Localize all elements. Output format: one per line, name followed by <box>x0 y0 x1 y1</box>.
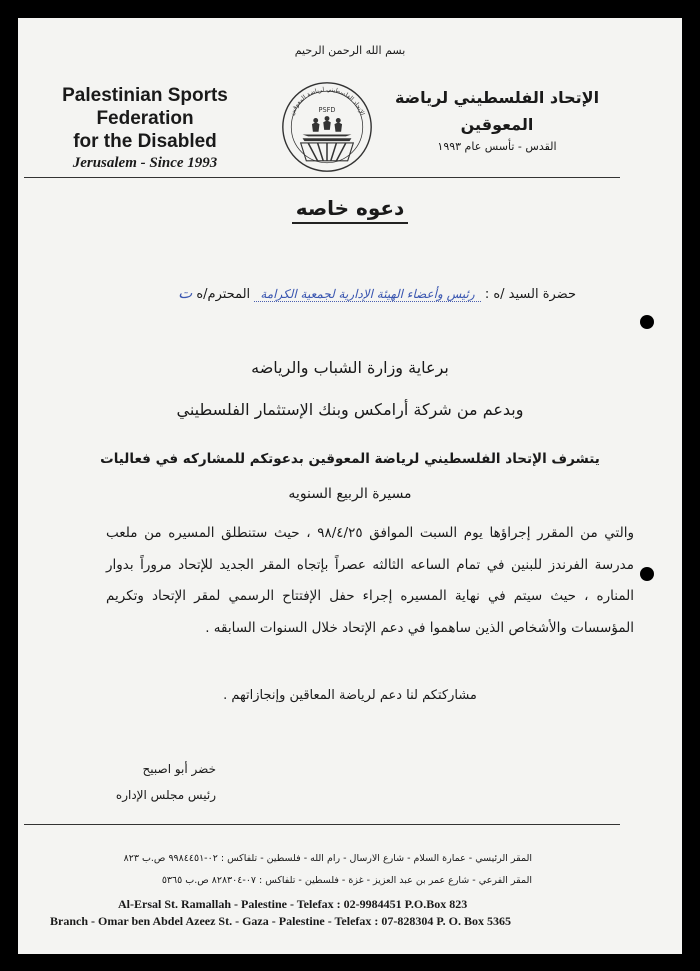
org-en-line2: Federation <box>96 108 194 129</box>
letter-body: والتي من المقرر إجراؤها يوم السبت الموافق ٩٨/٤/٢٥ ، حيث ستنطلق المسيره من ملعب مدرسة الفرندز للبنين في تمام الساعه الثالثه عصراً بإتجاه المقر الجديد للإتحاد مروراً بدوار المناره ، حيث سيتم في نهاية المسيره إجراء حفل الإفتتاح الرسمي لمقر الإتحاد وتكريم المؤسسات والأشخاص الذين ساهموا في دعم الإتحاد خلال السنوات السابقه . <box>106 525 635 636</box>
org-en-line1: Palestinian Sports <box>62 85 228 106</box>
header-divider <box>24 177 620 178</box>
org-en-line3: for the Disabled <box>73 131 217 152</box>
footer-address-main-english: Al-Ersal St. Ramallah - Palestine - Telefax : 02-9984451 P.O.Box 823 <box>118 897 468 911</box>
patronage-line: برعاية وزارة الشباب والرياضه <box>251 358 449 377</box>
org-ar-since: القدس - تأسس عام ١٩٩٣ <box>437 140 557 153</box>
org-name-english <box>40 84 250 173</box>
footer-address-branch-arabic: المقر الفرعي - شارع عمر بن عبد العزيز - غزة - فلسطين - تلفاكس : ٠٧-٨٢٨٣٠٤ ص.ب ٥٣٦٥ <box>161 875 532 886</box>
federation-logo-icon <box>280 80 374 174</box>
letter-title <box>18 196 682 224</box>
address-handwritten: رئيس وأعضاء الهيئة الإدارية لجمعية الكرامة <box>254 287 480 302</box>
letter-title-text: دعوه خاصه <box>292 196 409 224</box>
address-mark: ت <box>178 284 193 302</box>
footer-divider <box>24 824 620 825</box>
punch-hole <box>640 567 654 581</box>
event-name: مسيرة الربيع السنويه <box>288 486 412 502</box>
footer-address-branch-english: Branch - Omar ben Abdel Azeez St. - Gaza - Palestine - Telefax : 07-828304 P. O. Box 5365 <box>50 914 511 928</box>
closing-line: مشاركتكم لنا دعم لرياضة المعاقين وإنجازاتهم . <box>223 688 477 703</box>
signature-block <box>66 756 216 808</box>
signer-title: رئيس مجلس الإداره <box>115 788 216 802</box>
logo-abbr: PSFD <box>318 105 336 114</box>
letter-page <box>18 18 682 954</box>
org-en-since: Jerusalem - Since 1993 <box>72 155 218 171</box>
logo-arc-text: الإتحاد الفلسطيني لرياضة المعوقين <box>288 86 366 117</box>
address-prefix: حضرة السيد /ه : <box>484 287 576 302</box>
addressee-line <box>56 284 576 302</box>
footer-address-main-arabic: المقر الرئيسي - عمارة السلام - شارع الارسال - رام الله - فلسطين - تلفاكس : ٠٢-٩٩٨٤٤٥١ ص.ب ٨٢٣ <box>123 853 532 864</box>
address-suffix: المحترم/ه <box>196 287 251 302</box>
org-ar-line1: الإتحاد الفلسطيني لرياضة <box>394 88 600 107</box>
org-ar-line2: المعوقين <box>460 115 534 134</box>
org-name-arabic <box>382 84 612 156</box>
basmala: بسم الله الرحمن الرحيم <box>294 44 406 57</box>
signer-name: خضر أبو اصبيح <box>142 762 216 776</box>
support-line: وبدعم من شركة أرامكس وبنك الإستثمار الفلسطيني <box>176 400 524 419</box>
punch-hole <box>640 315 654 329</box>
intro-line: يتشرف الإتحاد الفلسطيني لرياضة المعوقين بدعوتكم للمشاركه في فعاليات <box>100 451 600 467</box>
